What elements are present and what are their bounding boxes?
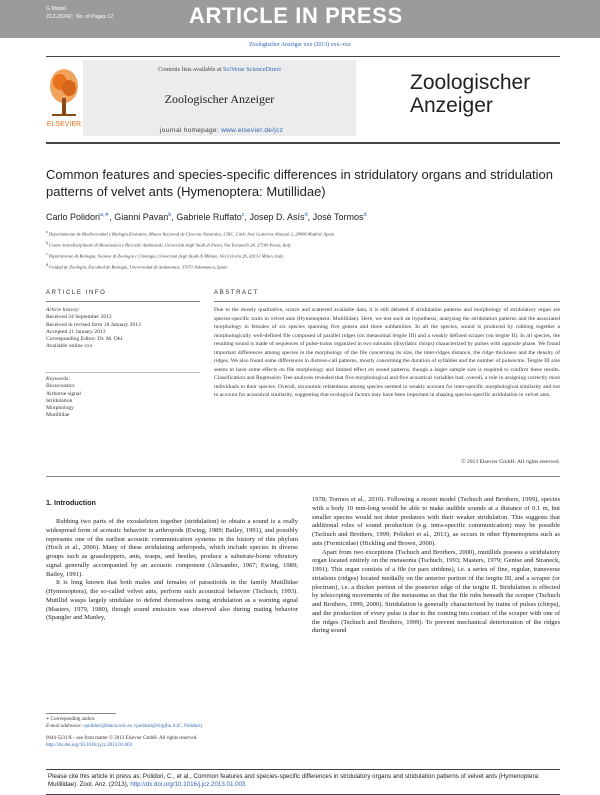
abstract-copyright: © 2013 Elsevier GmbH. All rights reserved.	[461, 459, 560, 465]
body-column-right	[312, 496, 560, 636]
affiliations	[46, 228, 560, 272]
body-column-left	[46, 518, 298, 623]
doi-link[interactable]: http://dx.doi.org/10.1016/j.jcz.2013.01.003	[46, 742, 133, 748]
history-item: Received in revised form 18 January 2013	[46, 321, 141, 328]
abstract-text: Due to the mostly qualitative, scarce and scattered available data, it is still debated if stridulation patterns and morphology of stridulatory organ are species-specific traits in velvet ants (Hymenoptera: Mutillidae). Here, we test such an hypothesis, analysing the stridulation patterns and the associated morphology in females of six species spanning five genera and three subfamilies. In all the species, sound is produced by rubbing together a morphologically well-defined file composed of parallel ridges (on metasomal tergite III) and a weakly defined scraper (on tergite II). In all species, the resulting sound is made of sequences of pulse-trains organized in two subunits (disyllabic chirps) characterized by pulses with opposite phase. We found important differences among species in the morphology of the file concerning its size, the inter-ridges distance, the ridge thickness and the density of ridges. We also found some differences in distress-call patterns, mostly concerning the duration of syllables and the number of pulses/ms. Tergite III size seems to have some effects on file morphology and limited effect on sound patterns, though a larger sample size is required to confirm these results. Classification and Regression Tree analyses revealed that five morphological and five acoustical variables had, overall, a role in assigning correctly most individuals to their species. Overall, taxonomic relatedness among species seemed to weakly account for inter-specific morphological similarity and not to account for acoustical similarity, suggesting that ecological factors may have been important in shaping species-specific stridulation in velvet ants.	[214, 307, 560, 399]
article-info-heading: ARTICLE INFO	[46, 290, 107, 296]
banner-title: ARTICLE IN PRESS	[189, 3, 403, 28]
elsevier-wordmark: ELSEVIER	[46, 121, 82, 128]
abstract-heading: ABSTRACT	[214, 290, 259, 296]
keywords	[46, 376, 200, 420]
email-addresses[interactable]: cpolidori@mncn.csic.es, cpolidori@virgilio.it (C. Polidori).	[83, 724, 204, 730]
author-affiliation-marker[interactable]: b	[168, 212, 172, 218]
page-count: No. of Pages 12	[76, 14, 114, 20]
paragraph: Rubbing two parts of the exoskeleton together (stridulation) to obtain a sound is a really widespread form of acoustic behavior in arthropods (Ewing, 1989; Bailey, 1991), and possibly represents one of the earliest acoustic communication systems in the history of this phylum (Hoch et al., 2006). Many of these stridulating arthropods, which include species in diverse groups such as grasshoppers, ants, wasps, and beetles, produce a substrate-borne vibratory signal generally accompanied by an acoustic component (Alexander, 1967; Ewing, 1989; Bailey, 1991).	[46, 518, 298, 578]
keywords-rule	[46, 372, 200, 373]
affiliation-marker: a	[46, 229, 49, 234]
affiliation-item	[46, 228, 560, 239]
affiliation-text: Unidad de Zoología, Facultad de Biología, Universidad de Salamanca, 37071 Salamanca, Spain	[49, 264, 228, 270]
homepage-prefix: journal homepage:	[160, 127, 219, 134]
email-label: E-mail addresses:	[46, 724, 83, 730]
homepage-link[interactable]: www.elsevier.de/jcz	[221, 127, 284, 134]
homepage-line	[160, 127, 283, 134]
cover-title-line1: Zoologischer	[410, 71, 531, 94]
keyword: Bioacoustics	[46, 383, 75, 390]
keyword: Stridulation	[46, 397, 73, 404]
paper-title: Common features and species-specific differences in stridulatory organs and stridulation patterns of velvet ants (Hymenoptera: Mutillidae)	[46, 167, 554, 199]
contents-line	[83, 66, 356, 73]
journal-reference[interactable]: Zoologischer Anzeiger xxx (2013) xxx–xxx	[249, 42, 351, 48]
affiliation-item	[46, 250, 560, 261]
corresponding-author-note: ∗ Corresponding author.	[46, 717, 96, 722]
issn-line: 0044-5231/$ – see front matter © 2013 Elsevier GmbH. All rights reserved.	[46, 735, 198, 741]
author-name: Josè Tormos	[312, 212, 364, 222]
author-affiliation-marker[interactable]: c	[241, 212, 245, 218]
history-item: Accepted 21 January 2013	[46, 328, 106, 335]
header-top-rule	[46, 56, 560, 57]
abstract-rule	[214, 301, 560, 302]
history-item: Received 24 September 2012	[46, 314, 112, 321]
author-affiliation-marker[interactable]: d	[363, 212, 367, 218]
paragraph: Apart from two exceptions (Tschuch and Brothers, 2000), mutillids possess a stridulatory organ located entirely on the metasoma (Tschuch, 1993; Masters, 1979; Genise and Straneck, 1991). This organ consists of a file (or pars stridens), i.e. a series of fine, regular, transverse striations (ridges) located medially on the anterior portion of the tergite III, and a scraper (or plectrum), i.e. a thicker portion of the posterior edge of the tergite II. Stridulation is effected by telescoping movements of the metasoma so that the file rubs beneath the scraper (Tschuch and Brothers, 1999, 2000). Stridulation is generally characterized by trains of pulses (chirps), and the production of every pulse is due to the coming into contact of the scraper with one of the ridges (Tschuch and Brothers, 1999). To prevent mechanical deterioration of the ridges during sound	[312, 548, 560, 635]
contents-prefix: Contents lists available at	[158, 66, 222, 73]
affiliation-item	[46, 239, 560, 250]
section-heading-introduction: 1. Introduction	[46, 498, 96, 507]
journal-name: Zoologischer Anzeiger	[164, 92, 275, 106]
banner-meta	[46, 5, 113, 21]
citation-text: Please cite this article in press as: Polidori, C., et al., Common features and species-specific differences in stridulatory organs and stridulation patterns of velvet ants (Hymenoptera: Mutillidae). Zool. Anz. (2013),	[48, 773, 540, 788]
history-label: Article history:	[46, 307, 81, 313]
header-bottom-rule	[46, 142, 560, 144]
affiliation-text: Departamento de Biodiversidad y Biología Evolutiva, Museo Nacional de Ciencias Naturales, CSIC, Calle José Gutierrez Abascal 2, 28006 Madrid, Spain	[48, 231, 335, 237]
article-info-rule	[46, 301, 200, 302]
author-affiliation-marker[interactable]: a,∗	[100, 212, 110, 218]
keyword: Morphology	[46, 405, 74, 412]
affiliation-text: Centro Interdisciplinare di Bioacustica e Ricerche Ambientali, Università degli Studi di Pavia, Via Taramelli 24, 27100 Pavia, Italy	[49, 242, 292, 248]
affiliation-text: Dipartimento di Biologia, Sezione di Zoologia e Citologia, Università degli Studi di Milano, Via Celoria 26, 20133 Milan, Italy	[48, 253, 284, 259]
author-name: Josep D. Asís	[249, 212, 305, 222]
footnote-rule	[46, 713, 116, 714]
paragraph: 1978; Tormos et al., 2010). Following a recent model (Tschuch and Brothers, 1999), species with a body 10 mm-long would be able to make audible sounds at a distance of 0.1 m, but smaller species would not deter predators with their weaker stridulation. This suggests that additional roles of sound production (e.g. intra-specific communication) may be possible (Tschuch and Brothers, 1999; Polidori et al., 2013), as occurs in other Hymenoptera such as ants (Formicidae) (Hickling and Brown, 2000).	[312, 496, 560, 547]
article-in-press-banner	[0, 0, 600, 38]
history-item: Available online xxx	[46, 343, 93, 350]
sciencedirect-link[interactable]: SciVerse ScienceDirect	[223, 66, 281, 73]
cover-title-line2: Anzeiger	[410, 94, 493, 117]
keywords-label: Keywords:	[46, 376, 71, 382]
affiliation-marker: b	[46, 239, 49, 245]
author-name: Carlo Polidori	[46, 212, 101, 222]
keyword: Mutillidae	[46, 412, 70, 419]
author-affiliation-marker[interactable]: d	[304, 212, 308, 218]
article-history	[46, 307, 200, 351]
affiliation-marker: c	[46, 250, 49, 256]
gmodel-label: G Model	[46, 6, 66, 12]
history-item: Corresponding Editor: Dr. M. Ohl.	[46, 336, 124, 343]
author-list: Carlo Polidori$^{a,∗}$, Gianni Pavan$^b$, Gabriele Ruffato$^c$, Josep D. Asís$^d$, Josè Tormos$^d$	[46, 212, 367, 222]
footnotes	[46, 716, 298, 749]
affiliation-marker: d	[46, 261, 49, 267]
ms-code: JCZ-25242;	[46, 14, 74, 20]
elsevier-logo	[46, 60, 82, 136]
citation-box	[46, 769, 560, 795]
abstract-bottom-rule	[46, 476, 560, 477]
keyword: Airborne signal	[46, 390, 81, 397]
affiliation-item	[46, 261, 560, 272]
citation-doi-link[interactable]: http://dx.doi.org/10.1016/j.jcz.2013.01.003	[130, 781, 246, 788]
author-name: Gabriele Ruffato	[176, 212, 242, 222]
author-name: Gianni Pavan	[114, 212, 169, 222]
journal-cover-title	[410, 71, 530, 117]
paragraph: It is long known that both males and females of parasitoids in the family Mutillidae (Hymenoptera), the so-called velvet ants, perform such acoustical behavior (Tschuch, 1993). Mutillid wasps largely stridulate to defend themselves using stridulation as a warning signal (Masters, 1979, 1980), though sound emission was observed also during mating behavior (Spangler and Manley,	[46, 579, 298, 622]
